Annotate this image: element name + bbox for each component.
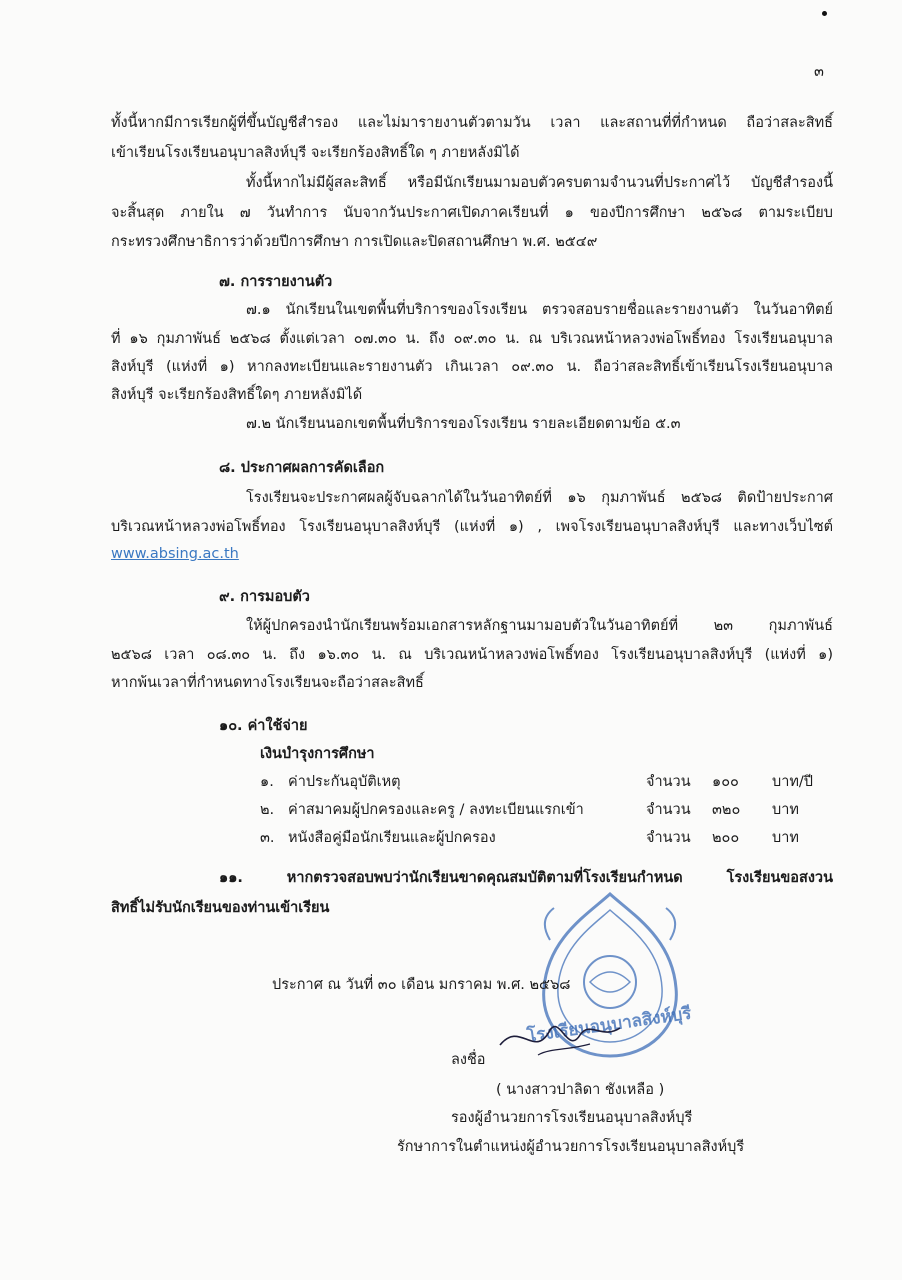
intro-line: ทั้งนี้หากมีการเรียกผู้ที่ขึ้นบัญชีสำรอง และไม่มารายงานตัวตามวัน เวลา และสถานที่ที่กำหนด ถือว่าสละสิทธิ์ <box>111 115 833 131</box>
section-10-subheading: เงินบำรุงการศึกษา <box>260 746 375 762</box>
fee-label: จำนวน <box>646 830 691 846</box>
fee-number: ๒. <box>260 802 275 818</box>
fee-name: หนังสือคู่มือนักเรียนและผู้ปกครอง <box>288 830 496 846</box>
fee-label: จำนวน <box>646 802 691 818</box>
section-10-heading: ๑๐. ค่าใช้จ่าย <box>219 718 308 734</box>
sign-label: ลงชื่อ <box>451 1052 486 1068</box>
section-7-line: ๗.๒ นักเรียนนอกเขตพื้นที่บริการของโรงเรียน รายละเอียดตามข้อ ๕.๓ <box>246 416 681 432</box>
fee-number: ๑. <box>260 774 274 790</box>
fee-unit: บาท/ปี <box>772 774 813 790</box>
section-9-heading: ๙. การมอบตัว <box>219 589 310 605</box>
section-7-line: สิงห์บุรี (แห่งที่ ๑) หากลงทะเบียนและรายงานตัว เกินเวลา ๐๙.๓๐ น. ถือว่าสละสิทธิ์เข้าเรียนโรงเรียนอนุบาล <box>111 359 833 375</box>
section-9-line: หากพ้นเวลาที่กำหนดทางโรงเรียนจะถือว่าสละสิทธิ์ <box>111 675 424 691</box>
page-number: ๓ <box>814 64 824 80</box>
announcement-date: ประกาศ ณ วันที่ ๓๐ เดือน มกราคม พ.ศ. ๒๕๖๘ <box>272 977 571 993</box>
section-8-line: โรงเรียนจะประกาศผลผู้จับฉลากได้ในวันอาทิตย์ที่ ๑๖ กุมภาพันธ์ ๒๕๖๘ ติดป้ายประกาศ <box>246 490 833 506</box>
stamp-label: โรงเรียนอนุบาลสิงห์บุรี <box>525 1003 693 1047</box>
section-8-heading: ๘. ประกาศผลการคัดเลือก <box>219 460 385 476</box>
website-link[interactable]: www.absing.ac.th <box>111 546 239 562</box>
intro-line: เข้าเรียนโรงเรียนอนุบาลสิงห์บุรี จะเรียกร้องสิทธิ์ใด ๆ ภายหลังมิได้ <box>111 145 520 161</box>
intro-line: ทั้งนี้หากไม่มีผู้สละสิทธิ์ หรือมีนักเรียนมามอบตัวครบตามจำนวนที่ประกาศไว้ บัญชีสำรองนี้ <box>246 175 833 191</box>
fee-name: ค่าสมาคมผู้ปกครองและครู / ลงทะเบียนแรกเข้า <box>288 802 584 818</box>
section-7-line: ๗.๑ นักเรียนในเขตพื้นที่บริการของโรงเรียน ตรวจสอบรายชื่อและรายงานตัว ในวันอาทิตย์ <box>246 302 833 318</box>
fee-unit: บาท <box>772 830 799 846</box>
fee-amount: ๑๐๐ <box>712 774 739 790</box>
section-11-line: ๑๑. หากตรวจสอบพบว่านักเรียนขาดคุณสมบัติตามที่โรงเรียนกำหนด โรงเรียนขอสงวน <box>219 870 833 886</box>
section-7-heading: ๗. การรายงานตัว <box>219 274 333 290</box>
signer-title: รองผู้อำนวยการโรงเรียนอนุบาลสิงห์บุรี <box>451 1110 693 1126</box>
section-11-line: สิทธิ์ไม่รับนักเรียนของท่านเข้าเรียน <box>111 900 330 916</box>
section-8-line: บริเวณหน้าหลวงพ่อโพธิ์ทอง โรงเรียนอนุบาลสิงห์บุรี (แห่งที่ ๑) , เพจโรงเรียนอนุบาลสิงห์บุรี และทางเว็บไซต์ <box>111 519 833 535</box>
intro-line: จะสิ้นสุด ภายใน ๗ วันทำการ นับจากวันประกาศเปิดภาคเรียนที่ ๑ ของปีการศึกษา ๒๕๖๘ ตามระเบียบ <box>111 205 833 221</box>
fee-amount: ๒๐๐ <box>712 830 740 846</box>
signer-acting-title: รักษาการในตำแหน่งผู้อำนวยการโรงเรียนอนุบาลสิงห์บุรี <box>397 1139 745 1155</box>
section-7-line: ที่ ๑๖ กุมภาพันธ์ ๒๕๖๘ ตั้งแต่เวลา ๐๗.๓๐ น. ถึง ๐๙.๓๐ น. ณ บริเวณหน้าหลวงพ่อโพธิ์ทอง โรงเรียนอนุบาล <box>111 331 833 347</box>
section-7-line: สิงห์บุรี จะเรียกร้องสิทธิ์ใดๆ ภายหลังมิได้ <box>111 387 363 403</box>
scan-speck <box>822 11 827 16</box>
intro-line: กระทรวงศึกษาธิการว่าด้วยปีการศึกษา การเปิดและปิดสถานศึกษา พ.ศ. ๒๕๔๙ <box>111 234 598 250</box>
fee-name: ค่าประกันอุบัติเหตุ <box>288 774 401 790</box>
section-9-line: ให้ผู้ปกครองนำนักเรียนพร้อมเอกสารหลักฐานมามอบตัวในวันอาทิตย์ที่ ๒๓ กุมภาพันธ์ <box>246 618 833 634</box>
signer-name: ( นางสาวปาลิดา ชังเหลือ ) <box>496 1082 665 1098</box>
fee-unit: บาท <box>772 802 799 818</box>
fee-amount: ๓๒๐ <box>712 802 741 818</box>
fee-label: จำนวน <box>646 774 691 790</box>
signature <box>490 1000 630 1070</box>
section-9-line: ๒๕๖๘ เวลา ๐๘.๓๐ น. ถึง ๑๖.๓๐ น. ณ บริเวณหน้าหลวงพ่อโพธิ์ทอง โรงเรียนอนุบาลสิงห์บุรี (แห่งที่ ๑) <box>111 647 833 663</box>
fee-number: ๓. <box>260 830 275 846</box>
